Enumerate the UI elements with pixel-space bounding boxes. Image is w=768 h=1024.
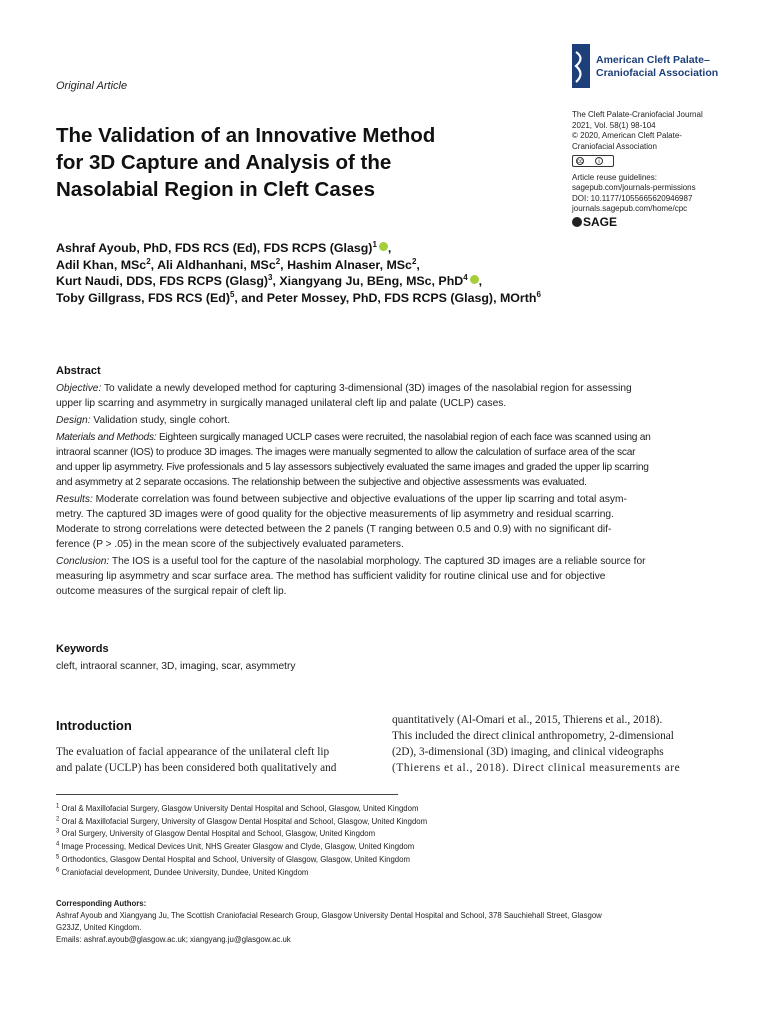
design-text: Validation study, single cohort. <box>90 415 231 426</box>
abstract-line <box>56 430 712 445</box>
affiliation-number: 3 <box>56 828 60 835</box>
affiliation-text: Oral Surgery, University of Glasgow Dental Hospital and School, Glasgow, United Kingdom <box>59 829 376 839</box>
affiliation-marker: 4 <box>463 272 468 282</box>
design-label: Design: <box>56 415 91 426</box>
author-name: Adil Khan, MSc <box>56 257 147 272</box>
affiliation-text: Craniofacial development, Dundee University, Dundee, United Kingdom <box>59 867 309 877</box>
author-separator: , and <box>234 290 267 305</box>
results-text: Moderate correlation was found between subjective and objective evaluations of the upper lip scarring and total asym- <box>92 494 627 505</box>
introduction-heading: Introduction <box>56 718 132 733</box>
article-type-label: Original Article <box>56 80 128 92</box>
abstract-line: Moderate to strong correlations were detected between the 2 panels (T ranging between 0.5 and 0.9) with no significant dif- <box>56 524 612 535</box>
journal-name: The Cleft Palate-Craniofacial Journal <box>572 110 703 119</box>
affiliation-item <box>56 841 716 854</box>
doi[interactable]: DOI: 10.1177/1055665620946987 <box>572 193 693 203</box>
affiliation-marker: 1 <box>372 239 377 249</box>
author-name: Kurt Naudi, DDS, FDS RCPS (Glasg) <box>56 274 269 288</box>
affiliation-marker: 6 <box>536 289 541 299</box>
author-separator: , <box>478 274 483 288</box>
affiliation-item <box>56 867 716 880</box>
cc-icon: cc <box>577 159 583 165</box>
affiliation-marker: 2 <box>146 256 151 266</box>
author-line <box>56 290 716 307</box>
author-list <box>56 240 716 306</box>
abstract-line: ference (P > .05) in the mean score of the subjectively evaluated parameters. <box>56 539 404 550</box>
acpa-logo <box>572 44 722 90</box>
journal-meta <box>572 110 732 227</box>
author-separator: , <box>280 257 288 272</box>
affiliation-number: 6 <box>56 866 60 873</box>
methods-text: Eighteen surgically managed UCLP cases were recruited, the nasolabial region of each face was scanned using an <box>156 432 651 443</box>
publisher-name: SAGE <box>583 214 618 229</box>
title-line: The Validation of an Innovative Method <box>56 124 436 147</box>
author-name: Toby Gillgrass, FDS RCS (Ed) <box>56 290 230 305</box>
corresponding-authors <box>56 898 716 946</box>
sage-logo <box>572 214 732 229</box>
logo-text <box>596 54 718 80</box>
corresponding-heading: Corresponding Authors: <box>56 899 147 908</box>
orcid-icon[interactable] <box>379 242 388 251</box>
affiliation-number: 5 <box>56 854 60 861</box>
author-name: Peter Mossey, PhD, FDS RCPS (Glasg), MOrth <box>266 290 537 305</box>
results-label: Results: <box>56 494 93 505</box>
author-name: Xiangyang Ju, BEng, MSc, PhD <box>279 274 464 288</box>
abstract-line: measuring lip asymmetry and scar surface area. The method has sufficient validity for routine clinical use and for objective <box>56 571 606 582</box>
abstract-line <box>56 413 712 428</box>
author-separator: , <box>150 257 158 272</box>
acpa-logo-mark-icon <box>572 44 590 88</box>
introduction-right-column <box>392 712 712 776</box>
author-line <box>56 273 716 290</box>
logo-line: American Cleft Palate– <box>596 54 710 66</box>
affiliation-marker: 5 <box>229 289 235 299</box>
sage-s-icon <box>572 217 582 227</box>
journal-site-link[interactable]: journals.sagepub.com/home/cpc <box>572 204 688 213</box>
conclusion-text: The IOS is a useful tool for the capture of the nasolabial morphology. The captured 3D images are a reliable source for <box>109 556 646 567</box>
copyright-line: Craniofacial Association <box>572 141 657 151</box>
cc-license-icon <box>572 155 614 167</box>
title-line: for 3D Capture and Analysis of the <box>56 151 392 174</box>
abstract-design <box>56 413 712 428</box>
corresponding-emails[interactable]: Emails: ashraf.ayoub@glasgow.ac.uk; xiangyang.ju@glasgow.ac.uk <box>56 935 291 944</box>
author-separator: , <box>387 241 392 255</box>
journal-volume: 2021, Vol. 58(1) 98-104 <box>572 120 656 130</box>
affiliation-number: 1 <box>56 803 60 810</box>
affiliation-item <box>56 854 716 867</box>
orcid-icon[interactable] <box>470 275 479 284</box>
affiliation-marker: 3 <box>268 272 273 282</box>
keywords-heading: Keywords <box>56 643 109 655</box>
abstract-line: metry. The captured 3D images were of good quality for the objective measurements of lip asymmetry and residual scarring. <box>56 509 614 520</box>
affiliation-marker: 2 <box>275 256 281 266</box>
copyright-line: © 2020, American Cleft Palate- <box>572 131 682 140</box>
introduction-left-column <box>56 744 362 776</box>
body-line: quantitatively (Al-Omari et al., 2015, Thierens et al., 2018). <box>392 714 663 726</box>
abstract-objective <box>56 381 712 411</box>
abstract-line: outcome measures of the surgical repair of cleft lip. <box>56 586 287 597</box>
abstract-heading: Abstract <box>56 365 101 377</box>
author-separator: , <box>416 257 420 272</box>
abstract-line <box>56 554 712 569</box>
reuse-guidelines-label: Article reuse guidelines: <box>572 172 657 182</box>
author-name: Ali Aldhanhani, MSc <box>157 257 276 272</box>
body-line: This included the direct clinical anthropometry, 2-dimensional <box>392 730 674 742</box>
conclusion-label: Conclusion: <box>56 556 110 567</box>
by-person-icon: i <box>595 157 603 165</box>
author-line <box>56 240 716 257</box>
abstract-line: and asymmetry at 2 separate occasions. The relationship between the subjective and objective assessments was evaluated. <box>56 477 587 488</box>
affiliation-number: 4 <box>56 841 60 848</box>
affiliation-text: Oral & Maxillofacial Surgery, Glasgow University Dental Hospital and School, Glasgow, United Kingdom <box>59 804 419 813</box>
affiliation-text: Orthodontics, Glasgow Dental Hospital and School, University of Glasgow, Glasgow, United Kingdom <box>59 854 410 864</box>
affiliation-text: Oral & Maxillofacial Surgery, University of Glasgow Dental Hospital and School, Glasgow, United Kingdom <box>59 816 428 826</box>
logo-line: Craniofacial Association <box>596 67 719 79</box>
abstract-line <box>56 381 712 396</box>
permissions-link[interactable]: sagepub.com/journals-permissions <box>572 183 696 192</box>
objective-label: Objective: <box>56 383 102 394</box>
affiliation-marker: 2 <box>411 256 417 266</box>
abstract-methods <box>56 430 712 490</box>
abstract-conclusion <box>56 554 712 599</box>
affiliation-item <box>56 803 716 816</box>
body-line: The evaluation of facial appearance of the unilateral cleft lip <box>56 746 330 758</box>
article-title <box>56 122 496 203</box>
corresponding-address: G23JZ, United Kingdom. <box>56 923 142 932</box>
abstract-results <box>56 492 712 552</box>
author-name: Hashim Alnaser, MSc <box>287 257 412 272</box>
author-name: Ashraf Ayoub, PhD, FDS RCS (Ed), FDS RCPS (Glasg) <box>56 241 373 255</box>
body-line: (2D), 3-dimensional (3D) imaging, and clinical videographs <box>392 746 664 758</box>
corresponding-address: Ashraf Ayoub and Xiangyang Ju, The Scottish Craniofacial Research Group, Glasgow University Dental Hospital and School, 378 Sauchiehall Street, Glasgow <box>56 911 602 920</box>
abstract-section <box>56 364 712 601</box>
abstract-line: and upper lip asymmetry. Five professionals and 5 lay assessors subjectively evaluated the same images and graded the upper lip scarring <box>56 462 649 473</box>
abstract-line: intraoral scanner (IOS) to produce 3D images. The images were manually segmented to allow the calculation of surface area of the scar <box>56 447 636 458</box>
affiliation-number: 2 <box>56 816 60 823</box>
affiliation-item <box>56 816 716 829</box>
affiliation-item <box>56 828 716 841</box>
keywords-section <box>56 642 712 674</box>
affiliations-list <box>56 803 716 879</box>
author-separator: , <box>272 274 280 288</box>
author-line <box>56 257 716 274</box>
footnote-divider <box>56 794 398 795</box>
abstract-line <box>56 492 712 507</box>
objective-text: To validate a newly developed method for capturing 3-dimensional (3D) images of the nasolabial region for assessing <box>101 383 632 394</box>
title-line: Nasolabial Region in Cleft Cases <box>56 178 375 201</box>
body-line: and palate (UCLP) has been considered both qualitatively and <box>56 762 337 774</box>
body-line: (Thierens et al., 2018). Direct clinical measurements are <box>392 762 681 774</box>
abstract-line: upper lip scarring and asymmetry in surgically managed unilateral cleft lip and palate (UCLP) cases. <box>56 398 507 409</box>
methods-label: Materials and Methods: <box>56 432 157 443</box>
keywords-list: cleft, intraoral scanner, 3D, imaging, scar, asymmetry <box>56 661 296 672</box>
affiliation-text: Image Processing, Medical Devices Unit, NHS Greater Glasgow and Clyde, Glasgow, United Kingdom <box>59 842 415 852</box>
